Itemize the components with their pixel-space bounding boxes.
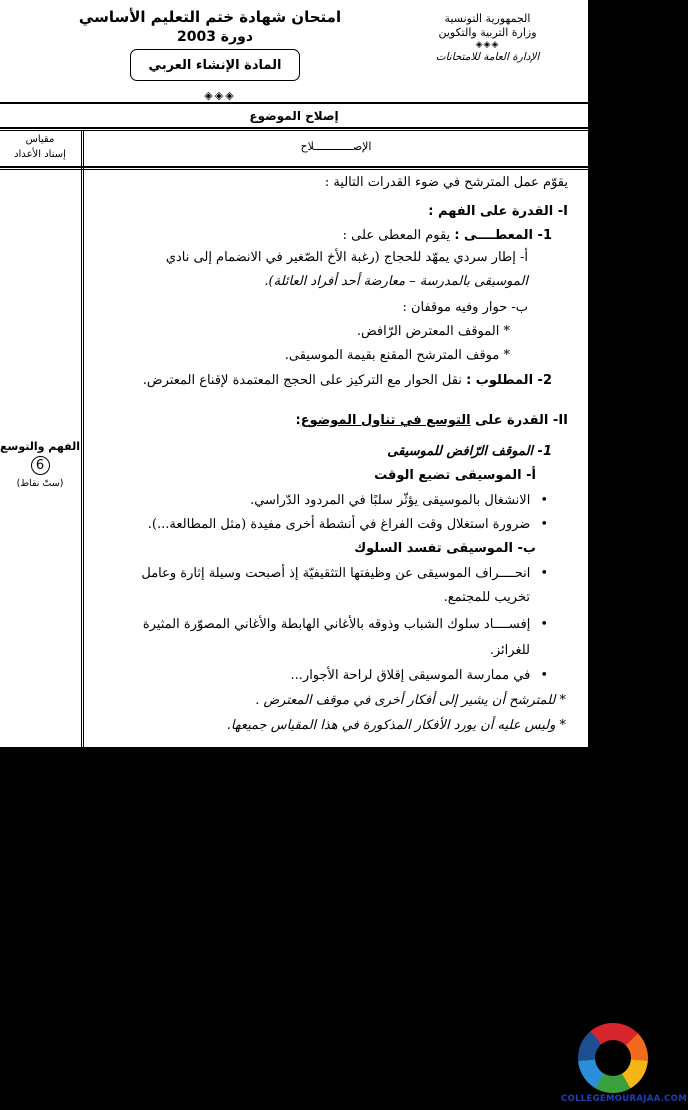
section1-title: I- القدرة على الفهم : — [428, 204, 568, 219]
sub-a-title: أ- الموسيقى تضيع الوقت — [374, 468, 536, 483]
ornament-icon: ◈◈◈ — [475, 40, 500, 50]
subject-label: المادة الإنشاء العربي — [148, 57, 282, 73]
criteria-header-line1: مقياس — [25, 134, 55, 145]
note-2: * وليس عليه أن يورد الأفكار المذكورة في هذا المقياس جميعها. — [226, 718, 566, 733]
sub-a-point: • الانشغال بالموسيقى يؤثّر سلبًا في المردود الدّراسي. — [78, 493, 548, 508]
divider — [0, 169, 588, 170]
note-1: * للمترشح أن يشير إلى أفكار أخرى في موقف المعترض . — [255, 693, 566, 708]
intro-text: يقوّم عمل المترشح في ضوء القدرات التالية : — [324, 175, 568, 190]
section2-title-underlined: التوسع في تناول الموضوع — [300, 413, 471, 428]
site-logo-icon — [578, 1023, 648, 1093]
section2-title — [98, 413, 568, 428]
divider — [0, 166, 588, 168]
score-badge: 6 — [31, 456, 50, 475]
sub-b-point2-line1: • إفســــاد سلوك الشباب وذوقه بالأغاني الهابطة والأغاني المصوّرة المثيرة — [48, 617, 548, 632]
criteria-header-line2: إسناد الأعداد — [14, 149, 66, 160]
department-name: الإدارة العامة للامتحانات — [435, 51, 540, 63]
republic-name: الجمهورية التونسية — [444, 12, 531, 25]
ministry-name: وزارة التربية والتكوين — [438, 26, 537, 39]
point-a-line1: أ- إطار سردي يمهّد للحجاج (رغبة الأخ الصّغير في الانضمام إلى نادي — [165, 250, 528, 265]
section2-item1: 1- الموقف الرّافض للموسيقى — [387, 444, 552, 459]
point-b-line: ب- حوار وفيه موقفان : — [402, 300, 528, 315]
item1-label: 1- المعطــــى : — [454, 228, 552, 243]
section2-title-suffix: : — [295, 413, 301, 428]
sub-b-point3: • في ممارسة الموسيقى إقلاق لراحة الأجوار... — [78, 668, 548, 683]
ornament-icon: ◈◈◈ — [204, 89, 236, 102]
section1-item1 — [82, 228, 552, 243]
sub-b-point1-line2: تخريب للمجتمع. — [443, 590, 530, 605]
point-b-item1: * الموقف المعترض الرّافض. — [356, 324, 510, 339]
item2-text: نقل الحوار مع التركيز على الحجج المعتمدة لإقناع المعترض. — [142, 373, 462, 388]
criteria-name: الفهم والتوسع — [0, 440, 80, 453]
column-header-correction: الإصــــــــــــلاح — [300, 140, 372, 153]
sub-b-point2-line2: للغرائز. — [489, 643, 530, 658]
section1-item2 — [82, 373, 552, 388]
table-title: إصلاح الموضوع — [249, 109, 339, 123]
sub-b-point1-line1: • انحــــراف الموسيقى عن وظيفتها التثقيفيّة إذ أصبحت وسيلة إثارة وعامل — [48, 566, 548, 581]
institution-block — [410, 12, 565, 64]
column-header-criteria — [0, 130, 80, 166]
score-note: (ستّ نقاط) — [16, 478, 64, 489]
exam-session: دورة 2003 — [176, 29, 254, 45]
item1-text: يقوم المعطى على : — [342, 228, 451, 243]
section2-title-prefix: II- القدرة على — [470, 413, 568, 428]
watermark-text: COLLEGEMOURAJAA.COM — [561, 1094, 687, 1104]
exam-title: امتحان شهادة ختم التعليم الأساسي — [78, 8, 342, 26]
subject-box — [130, 49, 300, 81]
divider — [0, 102, 588, 104]
item2-label: 2- المطلوب : — [466, 373, 552, 388]
divider — [0, 127, 588, 129]
sub-b-title: ب- الموسيقى تفسد السلوك — [354, 541, 536, 556]
sub-a-point: • ضرورة استغلال وقت الفراغ في أنشطة أخرى مفيدة (مثل المطالعة...). — [78, 517, 548, 532]
point-a-line2: الموسيقى بالمدرسة – معارضة أحد أفراد العائلة). — [264, 274, 528, 289]
point-b-item2: * موقف المترشح المقنع بقيمة الموسيقى. — [284, 348, 510, 363]
